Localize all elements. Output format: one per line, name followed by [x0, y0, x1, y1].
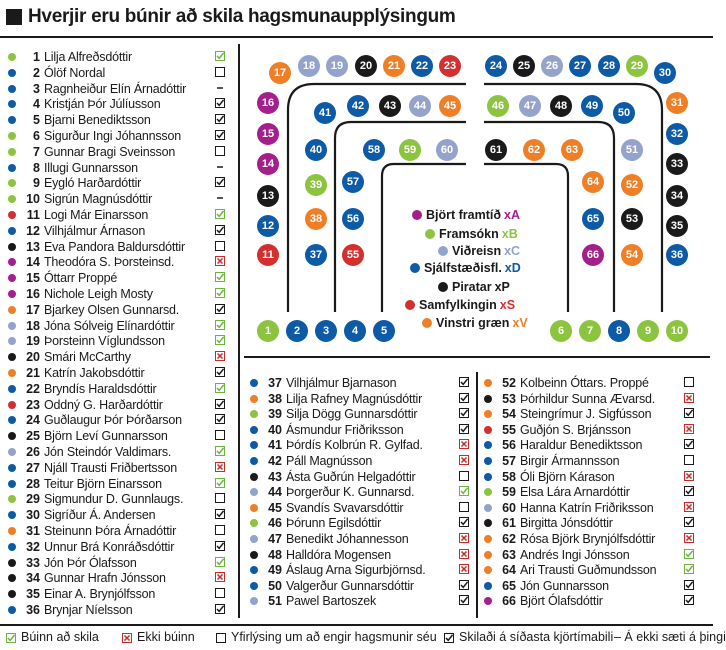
member-name: Bryndís Haraldsdóttir: [44, 381, 157, 396]
status-legend: [0, 624, 726, 650]
member-name: Oddný G. Harðardóttir: [44, 397, 163, 412]
member-name: Ari Trausti Guðmundsson: [520, 563, 657, 578]
seat: 39: [305, 174, 327, 196]
member-number: 49: [268, 563, 282, 578]
member-name: Þorgerður K. Gunnarsd.: [286, 485, 415, 500]
member-number: 2: [33, 65, 40, 80]
member-number: 66: [502, 594, 516, 609]
seat: 42: [347, 95, 369, 117]
member-name: Guðjón S. Brjánsson: [520, 422, 631, 437]
seat: 8: [608, 320, 630, 342]
member-name: Ragnheiður Elín Árnadóttir: [44, 81, 187, 96]
legend-party: [452, 244, 520, 258]
member-name: Eygló Harðardóttir: [44, 176, 142, 191]
member-name: Jón Þór Ólafsson: [44, 555, 137, 570]
seat: 51: [621, 139, 643, 161]
seat: 31: [666, 92, 688, 114]
seat: 48: [550, 95, 572, 117]
member-number: 37: [268, 376, 282, 390]
member-number: 9: [33, 176, 40, 191]
member-number: 63: [502, 547, 516, 562]
member-name: Sigmundur D. Gunnlaugs.: [44, 492, 184, 507]
member-number: 35: [26, 587, 40, 602]
check-green-icon: [6, 632, 16, 642]
member-number: 8: [33, 160, 40, 175]
seat: 64: [582, 171, 604, 193]
legend-party-name: Piratar: [452, 280, 492, 294]
seat: 53: [621, 208, 643, 230]
seat: 36: [666, 244, 688, 266]
member-number: 32: [26, 539, 40, 554]
legend-label-empty: Yfirlýsing um að engir hagsmunir séu: [231, 630, 437, 644]
seat: 16: [257, 92, 279, 114]
seat: 14: [257, 153, 279, 175]
member-name: Vilhjálmur Árnason: [44, 223, 146, 238]
seat: 25: [513, 55, 535, 77]
seat: 22: [411, 55, 433, 77]
legend-party-code: xA: [504, 208, 520, 222]
member-number: 64: [502, 563, 516, 578]
legend-party-name: Samfylkingin: [419, 298, 497, 312]
member-name: Halldóra Mogensen: [286, 547, 391, 562]
seat: 43: [379, 95, 401, 117]
seat: 21: [383, 55, 405, 77]
member-name: Sigrún Magnúsdóttir: [44, 192, 153, 207]
member-name: Þorsteinn Víglundsson: [44, 334, 165, 349]
seat: 19: [326, 55, 348, 77]
member-number: 18: [26, 318, 40, 333]
member-number: 62: [502, 532, 516, 546]
member-number: 58: [502, 469, 516, 484]
seat: 45: [439, 95, 461, 117]
seat: 32: [666, 123, 688, 145]
check-black-icon: [444, 632, 454, 642]
legend-party: [452, 280, 510, 294]
member-number: 36: [26, 603, 40, 617]
legend-party: [436, 316, 528, 330]
seat: 63: [561, 139, 583, 161]
legend-label-red: Ekki búinn: [137, 630, 195, 644]
seat: 3: [315, 320, 337, 342]
party-dot: [425, 229, 435, 239]
member-number: 52: [502, 376, 516, 390]
member-name: Andrés Ingi Jónsson: [520, 547, 630, 562]
seat: 12: [257, 215, 279, 237]
seat: 58: [363, 139, 385, 161]
member-name: Vilhjálmur Bjarnason: [286, 376, 397, 390]
member-number: 33: [26, 555, 40, 570]
party-dot: [405, 300, 415, 310]
member-number: 44: [268, 485, 282, 500]
seat: 18: [298, 55, 320, 77]
seat: 46: [487, 95, 509, 117]
legend-party-code: xP: [494, 280, 510, 294]
member-name: Hanna Katrín Friðriksson: [520, 500, 654, 515]
member-name: Nichole Leigh Mosty: [44, 287, 153, 301]
page-title: Hverjir eru búnir að skila hagsmunaupplýsingum: [28, 6, 456, 27]
seat: 54: [621, 244, 643, 266]
legend-party-name: Vinstri græn: [436, 316, 510, 330]
legend-party-code: xS: [499, 298, 516, 312]
legend-party-code: xC: [504, 244, 521, 258]
member-number: 40: [268, 422, 282, 437]
member-number: 15: [26, 271, 40, 286]
member-number: 43: [268, 469, 282, 484]
member-name: Björn Leví Gunnarsson: [44, 429, 168, 444]
member-number: 53: [502, 391, 516, 406]
member-name: Logi Már Einarsson: [44, 208, 149, 222]
member-name: Sigurður Ingi Jóhannsson: [44, 129, 181, 143]
member-name: Bjarni Benediktsson: [44, 113, 151, 128]
seat: 50: [613, 102, 635, 124]
member-name: Silja Dögg Gunnarsdóttir: [286, 407, 418, 422]
member-number: 7: [33, 144, 40, 159]
member-name: Lilja Rafney Magnúsdóttir: [286, 391, 423, 406]
member-name: Teitur Björn Einarsson: [44, 476, 162, 491]
legend-party-code: xV: [512, 316, 528, 330]
legend-label-black: Skilaði á síðasta kjörtímabili: [459, 630, 614, 644]
member-number: 48: [268, 547, 282, 562]
empty-box-icon: [216, 632, 226, 642]
member-number: 42: [268, 454, 282, 468]
member-number: 60: [502, 500, 516, 515]
legend-party-code: xD: [504, 261, 521, 275]
member-number: 6: [33, 129, 40, 143]
member-number: 61: [502, 516, 516, 531]
member-name: Jón Gunnarsson: [520, 578, 609, 593]
cross-red-icon: [122, 632, 132, 642]
seat: 44: [409, 95, 431, 117]
legend-label-green: Búinn að skila: [21, 630, 99, 644]
member-number: 1: [33, 50, 40, 64]
member-name: Óttarr Proppé: [44, 271, 118, 286]
member-name: Birgir Ármannsson: [520, 454, 620, 468]
seat: 33: [666, 153, 688, 175]
member-number: 28: [26, 476, 40, 491]
member-name: Haraldur Benediktsson: [520, 438, 643, 453]
member-number: 20: [26, 350, 40, 365]
legend-party-name: Viðreisn: [452, 244, 502, 258]
seat: 47: [519, 95, 541, 117]
seat: 6: [550, 320, 572, 342]
member-name: Birgitta Jónsdóttir: [520, 516, 613, 531]
seat: 5: [373, 320, 395, 342]
member-name: Ólöf Nordal: [44, 65, 106, 80]
seat: 57: [342, 171, 364, 193]
member-name: Benedikt Jóhannesson: [286, 532, 409, 546]
member-number: 16: [26, 287, 40, 301]
member-name: Gunnar Hrafn Jónsson: [44, 571, 166, 586]
member-name: Theodóra S. Þorsteinsd.: [44, 255, 175, 270]
member-name: Elsa Lára Arnardóttir: [520, 485, 630, 500]
member-number: 39: [268, 407, 282, 422]
legend-party: [419, 298, 515, 312]
member-number: 11: [26, 208, 40, 222]
member-number: 23: [26, 397, 40, 412]
legend-party-name: Björt framtíð: [426, 208, 501, 222]
member-name: Lilja Alfreðsdóttir: [44, 50, 132, 64]
member-name: Ásta Guðrún Helgadóttir: [286, 469, 416, 484]
party-dot: [412, 210, 422, 220]
member-name: Björt Ólafsdóttir: [520, 594, 603, 609]
seat: 17: [269, 62, 291, 84]
member-number: 21: [26, 366, 40, 380]
seat: 61: [485, 139, 507, 161]
member-name: Pawel Bartoszek: [286, 594, 377, 609]
member-number: 14: [26, 255, 40, 270]
member-name: Illugi Gunnarsson: [44, 160, 138, 175]
member-number: 59: [502, 485, 516, 500]
member-name: Njáll Trausti Friðbertsson: [44, 460, 178, 475]
party-dot: [438, 282, 448, 292]
party-dot: [438, 246, 448, 256]
member-name: Páll Magnússon: [286, 454, 373, 468]
member-number: 47: [268, 532, 282, 546]
member-name: Brynjar Níelsson: [44, 603, 133, 617]
seat: 28: [598, 55, 620, 77]
member-number: 17: [26, 302, 40, 317]
member-number: 34: [26, 571, 40, 586]
seat: 49: [581, 95, 603, 117]
member-number: 13: [26, 239, 40, 254]
member-number: 12: [26, 223, 40, 238]
member-name: Einar A. Brynjólfsson: [44, 587, 156, 602]
party-dot: [410, 263, 420, 273]
party-dot: [422, 318, 432, 328]
seat: 52: [621, 174, 643, 196]
member-name: Smári McCarthy: [44, 350, 131, 365]
member-number: 31: [26, 524, 40, 538]
member-number: 3: [33, 81, 40, 96]
member-number: 38: [268, 391, 282, 406]
seat: 60: [436, 139, 458, 161]
seat: 65: [582, 208, 604, 230]
member-number: 5: [33, 113, 40, 128]
seat: 13: [257, 185, 279, 207]
legend-label-dash: – Á ekki sæti á þingi: [614, 630, 726, 644]
member-name: Valgerður Gunnarsdóttir: [286, 578, 414, 593]
seat: 40: [305, 139, 327, 161]
member-name: Svandís Svavarsdóttir: [286, 500, 404, 515]
legend-party-code: xB: [501, 227, 518, 241]
legend-party: [426, 208, 520, 222]
member-number: 46: [268, 516, 282, 531]
member-number: 65: [502, 578, 516, 593]
seat: 10: [666, 320, 688, 342]
seat: 27: [569, 55, 591, 77]
seat: 23: [439, 55, 461, 77]
member-number: 19: [26, 334, 40, 349]
seat: 37: [305, 244, 327, 266]
seat: 41: [314, 102, 336, 124]
member-name: Áslaug Arna Sigurbjörnsd.: [286, 563, 426, 578]
member-name: Sigríður Á. Andersen: [44, 508, 156, 523]
member-name: Rósa Björk Brynjólfsdóttir: [520, 532, 656, 546]
seat: 34: [666, 185, 688, 207]
member-name: Eva Pandora Baldursdóttir: [44, 239, 185, 254]
seat: 4: [344, 320, 366, 342]
member-name: Þórunn Egilsdóttir: [286, 516, 382, 531]
legend-party: [439, 227, 518, 241]
seat: 9: [637, 320, 659, 342]
member-name: Þórhildur Sunna Ævarsd.: [520, 391, 656, 406]
member-number: 24: [26, 413, 40, 428]
legend-party-name: Sjálfstæðisfl.: [424, 261, 502, 275]
seat: 26: [541, 55, 563, 77]
seat: 59: [399, 139, 421, 161]
member-name: Ásmundur Friðriksson: [286, 422, 404, 437]
seat: 38: [305, 208, 327, 230]
member-number: 55: [502, 422, 516, 437]
member-name: Kolbeinn Óttars. Proppé: [520, 376, 649, 390]
member-name: Þórdís Kolbrún R. Gylfad.: [286, 438, 423, 453]
member-name: Steinunn Þóra Árnadóttir: [44, 524, 177, 538]
legend-party: [424, 261, 521, 275]
member-name: Steingrímur J. Sigfússon: [520, 407, 652, 422]
member-number: 57: [502, 454, 516, 468]
seat: 24: [485, 55, 507, 77]
member-name: Guðlaugur Þór Þórðarson: [44, 413, 182, 428]
seat: 55: [342, 244, 364, 266]
seat: 15: [257, 123, 279, 145]
member-number: 27: [26, 460, 40, 475]
member-number: 50: [268, 578, 282, 593]
member-number: 29: [26, 492, 40, 507]
member-name: Gunnar Bragi Sveinsson: [44, 144, 176, 159]
member-number: 22: [26, 381, 40, 396]
member-name: Katrín Jakobsdóttir: [44, 366, 145, 380]
member-name: Kristján Þór Júlíusson: [44, 97, 161, 112]
seat: 20: [355, 55, 377, 77]
member-name: Óli Björn Kárason: [520, 469, 615, 484]
member-number: 45: [268, 500, 282, 515]
member-name: Unnur Brá Konráðsdóttir: [44, 539, 175, 554]
member-number: 4: [33, 97, 40, 112]
member-number: 30: [26, 508, 40, 523]
member-name: Jóna Sólveig Elínardóttir: [44, 318, 175, 333]
seat: 56: [342, 208, 364, 230]
member-number: 56: [502, 438, 516, 453]
seat: 35: [666, 215, 688, 237]
member-number: 25: [26, 429, 40, 444]
seat: 62: [523, 139, 545, 161]
seat: 30: [654, 62, 676, 84]
seat: 66: [582, 244, 604, 266]
member-number: 26: [26, 445, 40, 459]
member-number: 10: [26, 192, 40, 207]
member-number: 54: [502, 407, 516, 422]
seat: 7: [579, 320, 601, 342]
member-name: Jón Steindór Valdimars.: [44, 445, 172, 459]
member-name: Bjarkey Olsen Gunnarsd.: [44, 302, 180, 317]
seat: 1: [257, 320, 279, 342]
seat: 2: [286, 320, 308, 342]
legend-party-name: Framsókn: [439, 227, 499, 241]
seat: 11: [257, 244, 279, 266]
member-number: 51: [268, 594, 282, 609]
seat: 29: [626, 55, 648, 77]
member-number: 41: [268, 438, 282, 453]
